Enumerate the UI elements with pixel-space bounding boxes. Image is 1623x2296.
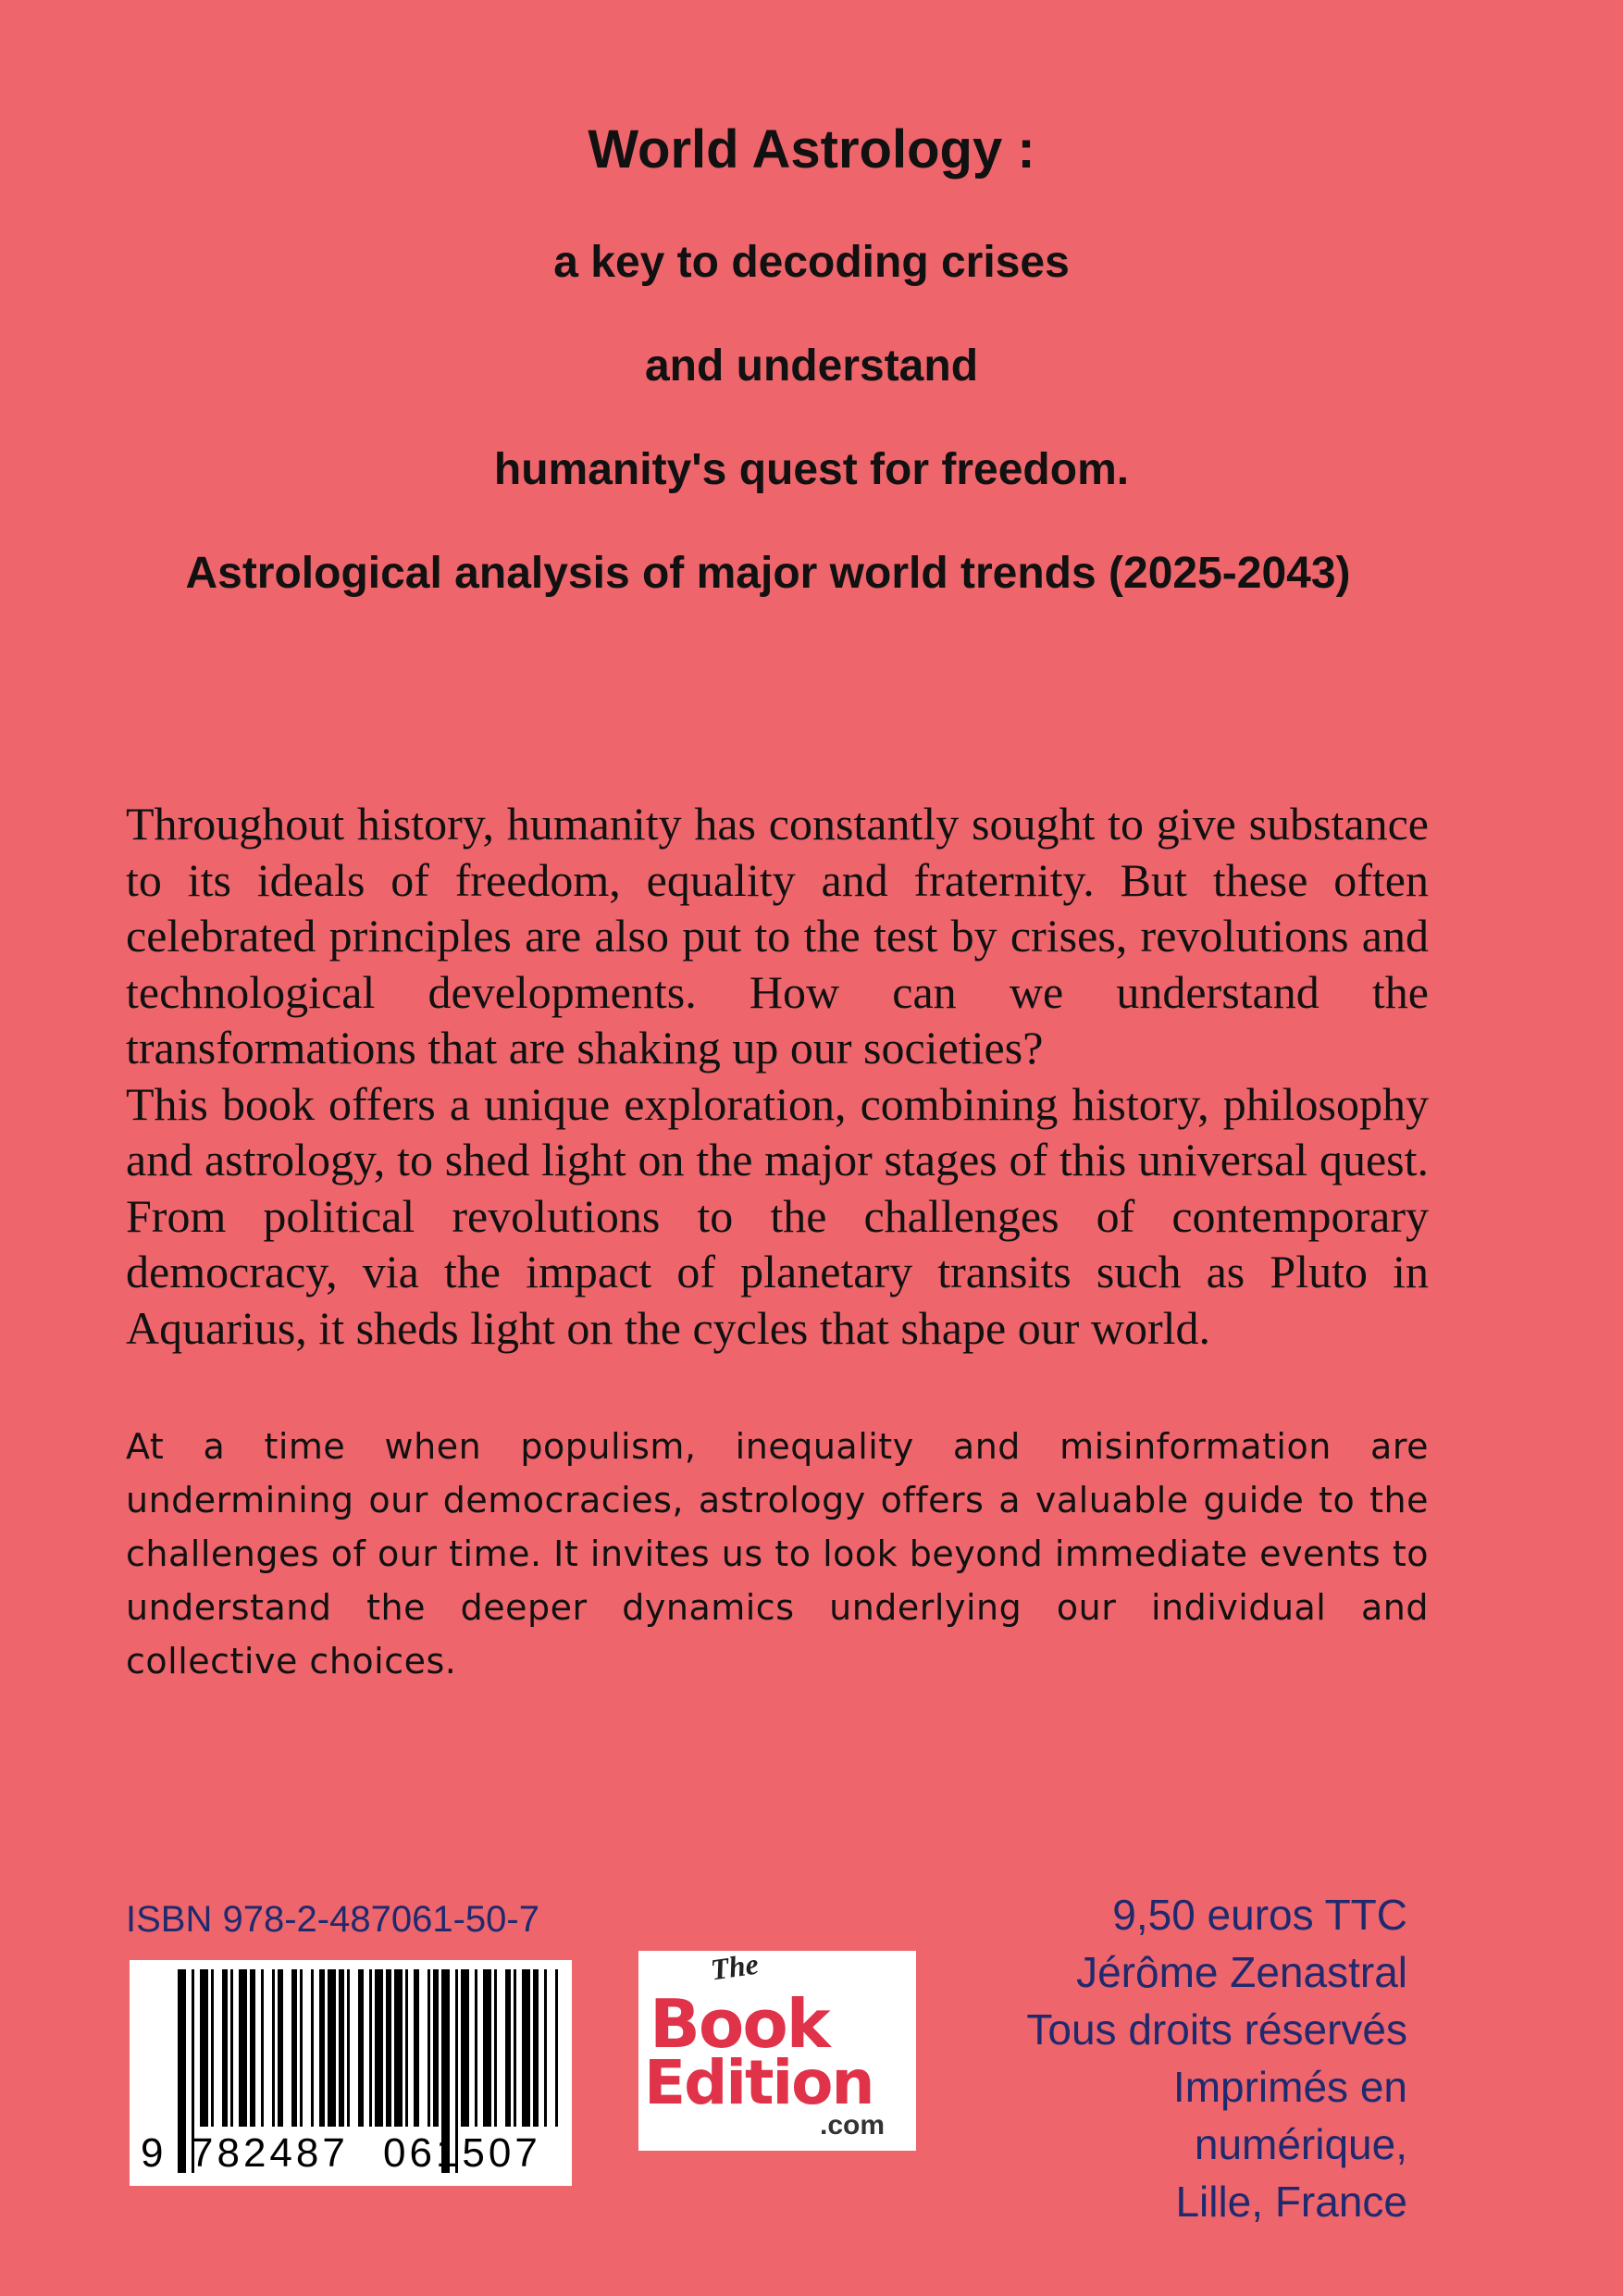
barcode-bar <box>533 1969 539 2127</box>
barcode-bar <box>505 1969 511 2127</box>
barcode-bar <box>328 1969 336 2127</box>
barcode-bar <box>261 1969 264 2127</box>
barcode-bar <box>291 1969 297 2127</box>
barcode-bar <box>522 1969 530 2127</box>
barcode-bar <box>347 1969 350 2127</box>
price-author-info <box>1026 1886 1407 2230</box>
barcode-bar <box>375 1969 383 2127</box>
blurb-paragraph-2: This book offers a unique exploration, combining history, philosophy and astrology, to shed light on the major stages of this universal quest. From political revolutions to the challenges of contemporary democracy, via the impact of planetary transits such as Pluto in Aquarius, it sheds light on the cycles that shape our world. <box>126 1077 1429 1354</box>
barcode-bar <box>311 1969 314 2127</box>
barcode-bar <box>461 1969 469 2127</box>
barcode-bar <box>494 1969 497 2127</box>
printing-text-2: numérique, <box>1194 2120 1407 2168</box>
blurb-serif <box>126 796 1429 1356</box>
barcode-bar <box>414 1969 419 2127</box>
barcode-bar <box>278 1969 283 2127</box>
blurb-sans: At a time when populism, inequality and misinformation are undermining our democracies, astrology offers a valuable guide to the challenges of our time. It invites us to look beyond immediate events to understand the deeper dynamics underlying our individual and collective choices. <box>126 1426 1429 1682</box>
barcode-bar <box>272 1969 275 2127</box>
subtitle-line-2: and understand <box>644 341 979 391</box>
barcode-bar <box>339 1969 344 2127</box>
barcode-bar <box>544 1969 547 2127</box>
rights-text: Tous droits réservés <box>1026 2005 1407 2054</box>
barcode-bar <box>475 1969 477 2127</box>
barcode-bar <box>319 1969 325 2127</box>
publisher-logo <box>638 1946 916 2151</box>
subtitle-line-1: a key to decoding crises <box>553 238 1070 287</box>
barcode-bar <box>200 1969 208 2127</box>
blurb-paragraph-1: Throughout history, humanity has constantly sought to give substance to its ideals of freedom, equality and fraternity. But these often celebrated principles are also put to the test by crises, revolutions and technological developments. How can we understand the transformations that are shaking up our societies? <box>126 798 1429 1074</box>
barcode-bar <box>250 1969 255 2127</box>
printing-text-1: Imprimés en <box>1172 2063 1407 2111</box>
barcode-bar <box>514 1969 516 2127</box>
barcode-bar <box>433 1969 439 2127</box>
logo-com-text: .com <box>820 2110 886 2141</box>
barcode-digits-group-1: 782487 <box>191 2130 349 2176</box>
barcode-bar <box>369 1969 372 2127</box>
barcode-digit-first: 9 <box>141 2130 164 2176</box>
barcode-bar <box>555 1969 558 2127</box>
subtitle-line-3: humanity's quest for freedom. <box>493 445 1130 494</box>
location-text: Lille, France <box>1175 2178 1407 2226</box>
logo-the-text: The <box>708 1946 761 1987</box>
price-text: 9,50 euros TTC <box>1112 1891 1407 1939</box>
barcode-bar <box>230 1969 233 2127</box>
barcode-bar <box>178 1969 186 2173</box>
barcode-bar <box>222 1969 228 2127</box>
barcode-bar <box>386 1969 391 2127</box>
barcode-bar <box>483 1969 491 2127</box>
barcode-bar <box>358 1969 364 2127</box>
analysis-subtitle: Astrological analysis of major world trends (2025-2043) <box>185 549 1351 598</box>
author-name: Jérôme Zenastral <box>1076 1948 1407 1996</box>
barcode-bar <box>427 1969 430 2127</box>
logo-edition-text: Edition <box>644 2047 873 2118</box>
barcode-bar <box>394 1969 403 2127</box>
logo-book-text: Book <box>650 1985 829 2063</box>
barcode-digits-group-2: 061507 <box>383 2130 541 2176</box>
barcode <box>130 1960 572 2186</box>
book-title: World Astrology : <box>588 119 1035 180</box>
isbn-label: ISBN 978-2-487061-50-7 <box>126 1899 539 1940</box>
barcode-bar <box>211 1969 214 2127</box>
barcode-bar <box>239 1969 247 2127</box>
barcode-bar <box>300 1969 303 2127</box>
barcode-bar <box>405 1969 408 2127</box>
